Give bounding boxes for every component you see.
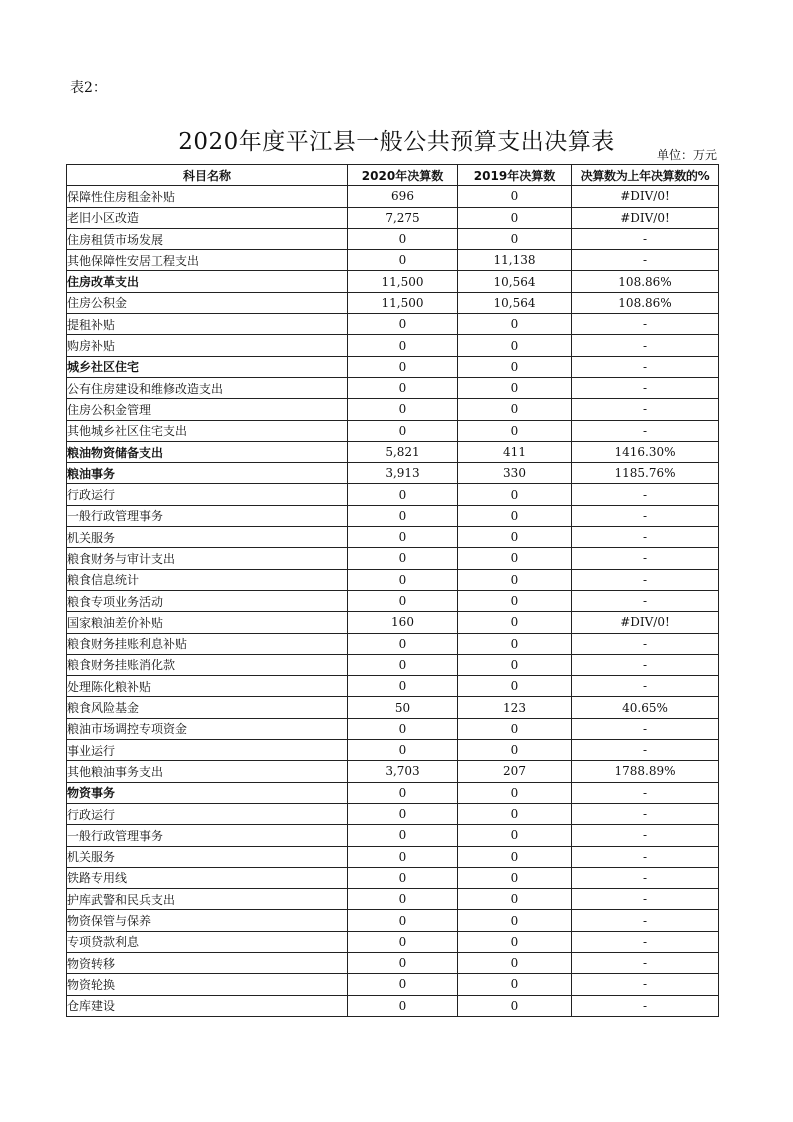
subject-name-cell: 行政运行 — [67, 803, 348, 824]
value-2020-cell: 0 — [348, 995, 458, 1016]
value-2019-cell: 10,564 — [458, 271, 572, 292]
subject-name-cell: 粮食专项业务活动 — [67, 590, 348, 611]
value-2020-cell: 0 — [348, 718, 458, 739]
document-title: 2020年度平江县一般公共预算支出决算表 — [178, 129, 615, 156]
percent-cell: - — [572, 740, 719, 761]
table-row — [67, 250, 719, 271]
table-row — [67, 527, 719, 548]
value-2019-cell: 0 — [458, 889, 572, 910]
subject-name-cell: 其他保障性安居工程支出 — [67, 250, 348, 271]
value-2020-cell: 50 — [348, 697, 458, 718]
value-2020-cell: 0 — [348, 931, 458, 952]
value-2019-cell: 0 — [458, 612, 572, 633]
value-2019-cell: 0 — [458, 867, 572, 888]
value-2019-cell: 0 — [458, 782, 572, 803]
value-2020-cell: 0 — [348, 803, 458, 824]
percent-cell: - — [572, 889, 719, 910]
value-2020-cell: 696 — [348, 186, 458, 207]
table-row — [67, 654, 719, 675]
table-row — [67, 484, 719, 505]
value-2019-cell: 0 — [458, 527, 572, 548]
value-2019-cell: 411 — [458, 441, 572, 462]
value-2020-cell: 3,913 — [348, 463, 458, 484]
percent-cell: - — [572, 718, 719, 739]
value-2019-cell: 0 — [458, 931, 572, 952]
value-2019-cell: 0 — [458, 803, 572, 824]
subject-name-cell: 住房租赁市场发展 — [67, 228, 348, 249]
value-2019-cell: 0 — [458, 995, 572, 1016]
header-subject-name: 科目名称 — [67, 165, 348, 186]
percent-cell: - — [572, 803, 719, 824]
percent-cell: 40.65% — [572, 697, 719, 718]
value-2020-cell: 0 — [348, 314, 458, 335]
subject-name-cell: 公有住房建设和维修改造支出 — [67, 377, 348, 398]
subject-name-cell: 城乡社区住宅 — [67, 356, 348, 377]
table-row — [67, 569, 719, 590]
percent-cell: 108.86% — [572, 271, 719, 292]
table-row — [67, 399, 719, 420]
table-label: 表2： — [70, 80, 107, 96]
subject-name-cell: 粮食财务挂账利息补贴 — [67, 633, 348, 654]
subject-name-cell: 住房公积金 — [67, 292, 348, 313]
table-row — [67, 548, 719, 569]
value-2019-cell: 207 — [458, 761, 572, 782]
percent-cell: - — [572, 590, 719, 611]
subject-name-cell: 粮食财务与审计支出 — [67, 548, 348, 569]
table-row — [67, 676, 719, 697]
subject-name-cell: 粮食财务挂账消化款 — [67, 654, 348, 675]
value-2020-cell: 11,500 — [348, 271, 458, 292]
value-2020-cell: 0 — [348, 356, 458, 377]
subject-name-cell: 保障性住房租金补贴 — [67, 186, 348, 207]
table-row — [67, 377, 719, 398]
value-2019-cell: 0 — [458, 676, 572, 697]
percent-cell: - — [572, 527, 719, 548]
value-2019-cell: 0 — [458, 974, 572, 995]
value-2019-cell: 0 — [458, 846, 572, 867]
subject-name-cell: 粮食信息统计 — [67, 569, 348, 590]
table-row — [67, 463, 719, 484]
table-row — [67, 186, 719, 207]
subject-name-cell: 一般行政管理事务 — [67, 505, 348, 526]
subject-name-cell: 住房公积金管理 — [67, 399, 348, 420]
percent-cell: 108.86% — [572, 292, 719, 313]
value-2020-cell: 0 — [348, 228, 458, 249]
percent-cell: - — [572, 399, 719, 420]
header-percent-of-prior: 决算数为上年决算数的% — [572, 165, 719, 186]
table-row — [67, 867, 719, 888]
value-2019-cell: 0 — [458, 314, 572, 335]
subject-name-cell: 仓库建设 — [67, 995, 348, 1016]
value-2020-cell: 0 — [348, 335, 458, 356]
table-row — [67, 314, 719, 335]
subject-name-cell: 粮油物资储备支出 — [67, 441, 348, 462]
table-row — [67, 995, 719, 1016]
value-2019-cell: 0 — [458, 335, 572, 356]
percent-cell: - — [572, 228, 719, 249]
percent-cell: 1788.89% — [572, 761, 719, 782]
value-2020-cell: 11,500 — [348, 292, 458, 313]
subject-name-cell: 物资轮换 — [67, 974, 348, 995]
subject-name-cell: 粮油事务 — [67, 463, 348, 484]
subject-name-cell: 护库武警和民兵支出 — [67, 889, 348, 910]
table-row — [67, 910, 719, 931]
subject-name-cell: 其他城乡社区住宅支出 — [67, 420, 348, 441]
table-row — [67, 590, 719, 611]
subject-name-cell: 处理陈化粮补贴 — [67, 676, 348, 697]
subject-name-cell: 铁路专用线 — [67, 867, 348, 888]
table-row — [67, 803, 719, 824]
percent-cell: - — [572, 867, 719, 888]
subject-name-cell: 粮食风险基金 — [67, 697, 348, 718]
subject-name-cell: 事业运行 — [67, 740, 348, 761]
value-2020-cell: 0 — [348, 889, 458, 910]
subject-name-cell: 一般行政管理事务 — [67, 825, 348, 846]
table-row — [67, 228, 719, 249]
table-row — [67, 952, 719, 973]
subject-name-cell: 老旧小区改造 — [67, 207, 348, 228]
table-row — [67, 335, 719, 356]
value-2020-cell: 3,703 — [348, 761, 458, 782]
percent-cell: - — [572, 569, 719, 590]
table-row — [67, 974, 719, 995]
value-2019-cell: 0 — [458, 186, 572, 207]
value-2020-cell: 0 — [348, 484, 458, 505]
percent-cell: - — [572, 420, 719, 441]
header-row — [67, 165, 719, 186]
value-2020-cell: 0 — [348, 782, 458, 803]
percent-cell: - — [572, 484, 719, 505]
value-2019-cell: 0 — [458, 356, 572, 377]
value-2020-cell: 0 — [348, 548, 458, 569]
value-2019-cell: 10,564 — [458, 292, 572, 313]
percent-cell: - — [572, 676, 719, 697]
table-row — [67, 718, 719, 739]
value-2019-cell: 0 — [458, 505, 572, 526]
header-2020-actual: 2020年决算数 — [348, 165, 458, 186]
value-2019-cell: 0 — [458, 207, 572, 228]
table-row — [67, 846, 719, 867]
value-2019-cell: 0 — [458, 420, 572, 441]
table-row — [67, 782, 719, 803]
table-row — [67, 292, 719, 313]
table-row — [67, 356, 719, 377]
value-2019-cell: 0 — [458, 740, 572, 761]
value-2020-cell: 0 — [348, 846, 458, 867]
value-2020-cell: 0 — [348, 676, 458, 697]
value-2019-cell: 0 — [458, 825, 572, 846]
percent-cell: - — [572, 548, 719, 569]
value-2019-cell: 0 — [458, 654, 572, 675]
table-row — [67, 420, 719, 441]
subject-name-cell: 购房补贴 — [67, 335, 348, 356]
value-2020-cell: 0 — [348, 910, 458, 931]
value-2020-cell: 0 — [348, 377, 458, 398]
percent-cell: #DIV/0! — [572, 186, 719, 207]
value-2020-cell: 0 — [348, 867, 458, 888]
table-row — [67, 931, 719, 952]
value-2020-cell: 0 — [348, 952, 458, 973]
value-2019-cell: 123 — [458, 697, 572, 718]
value-2020-cell: 0 — [348, 825, 458, 846]
subject-name-cell: 物资事务 — [67, 782, 348, 803]
subject-name-cell: 国家粮油差价补贴 — [67, 612, 348, 633]
table-row — [67, 825, 719, 846]
value-2019-cell: 0 — [458, 484, 572, 505]
percent-cell: - — [572, 825, 719, 846]
percent-cell: - — [572, 377, 719, 398]
percent-cell: - — [572, 995, 719, 1016]
percent-cell: - — [572, 846, 719, 867]
value-2020-cell: 0 — [348, 590, 458, 611]
value-2020-cell: 0 — [348, 505, 458, 526]
unit-label: 单位：万元 — [656, 148, 717, 162]
value-2020-cell: 0 — [348, 399, 458, 420]
percent-cell: - — [572, 654, 719, 675]
table-body — [67, 186, 719, 1017]
percent-cell: - — [572, 782, 719, 803]
table-row — [67, 697, 719, 718]
table-row — [67, 761, 719, 782]
value-2019-cell: 0 — [458, 399, 572, 420]
percent-cell: - — [572, 505, 719, 526]
subject-name-cell: 住房改革支出 — [67, 271, 348, 292]
subject-name-cell: 物资转移 — [67, 952, 348, 973]
percent-cell: 1416.30% — [572, 441, 719, 462]
subject-name-cell: 物资保管与保养 — [67, 910, 348, 931]
table-row — [67, 633, 719, 654]
header-2019-actual: 2019年决算数 — [458, 165, 572, 186]
subject-name-cell: 机关服务 — [67, 846, 348, 867]
percent-cell: #DIV/0! — [572, 612, 719, 633]
value-2020-cell: 5,821 — [348, 441, 458, 462]
subject-name-cell: 机关服务 — [67, 527, 348, 548]
value-2020-cell: 0 — [348, 250, 458, 271]
value-2020-cell: 0 — [348, 633, 458, 654]
percent-cell: - — [572, 931, 719, 952]
value-2020-cell: 0 — [348, 420, 458, 441]
value-2020-cell: 0 — [348, 527, 458, 548]
value-2019-cell: 11,138 — [458, 250, 572, 271]
percent-cell: #DIV/0! — [572, 207, 719, 228]
value-2019-cell: 0 — [458, 718, 572, 739]
value-2019-cell: 0 — [458, 952, 572, 973]
percent-cell: - — [572, 974, 719, 995]
subject-name-cell: 提租补贴 — [67, 314, 348, 335]
subject-name-cell: 其他粮油事务支出 — [67, 761, 348, 782]
percent-cell: 1185.76% — [572, 463, 719, 484]
table-row — [67, 441, 719, 462]
table-row — [67, 740, 719, 761]
value-2019-cell: 0 — [458, 548, 572, 569]
subject-name-cell: 专项贷款利息 — [67, 931, 348, 952]
percent-cell: - — [572, 356, 719, 377]
value-2020-cell: 0 — [348, 569, 458, 590]
percent-cell: - — [572, 910, 719, 931]
value-2020-cell: 7,275 — [348, 207, 458, 228]
percent-cell: - — [572, 250, 719, 271]
table-row — [67, 207, 719, 228]
percent-cell: - — [572, 335, 719, 356]
percent-cell: - — [572, 633, 719, 654]
table-row — [67, 505, 719, 526]
value-2019-cell: 0 — [458, 569, 572, 590]
percent-cell: - — [572, 952, 719, 973]
value-2019-cell: 0 — [458, 377, 572, 398]
table-row — [67, 889, 719, 910]
table-row — [67, 271, 719, 292]
value-2020-cell: 160 — [348, 612, 458, 633]
percent-cell: - — [572, 314, 719, 335]
value-2020-cell: 0 — [348, 974, 458, 995]
value-2020-cell: 0 — [348, 740, 458, 761]
subject-name-cell: 行政运行 — [67, 484, 348, 505]
value-2020-cell: 0 — [348, 654, 458, 675]
value-2019-cell: 330 — [458, 463, 572, 484]
value-2019-cell: 0 — [458, 633, 572, 654]
subject-name-cell: 粮油市场调控专项资金 — [67, 718, 348, 739]
value-2019-cell: 0 — [458, 228, 572, 249]
budget-table — [66, 164, 719, 1017]
table-row — [67, 612, 719, 633]
value-2019-cell: 0 — [458, 910, 572, 931]
value-2019-cell: 0 — [458, 590, 572, 611]
